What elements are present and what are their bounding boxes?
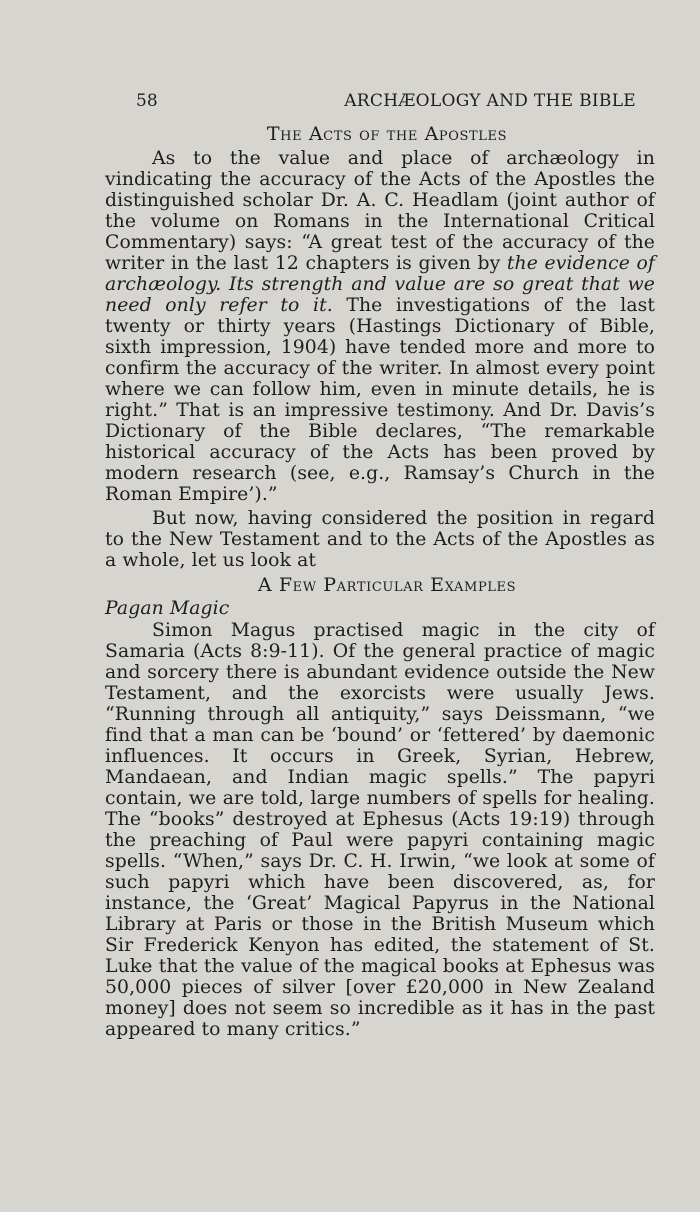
- body-text: [105, 124, 655, 1040]
- italic-quote: the evidence of archæology. Its strength and value are so great that we need only refer to it.: [105, 253, 655, 316]
- section-heading-acts: The Acts of the Apostles: [266, 123, 508, 145]
- paragraph-simon-magus: Simon Magus practised magic in the city of Samaria (Acts 8:9-11). Of the general practice of magic and sorcery there is abundant evidence outside the New Testament, and the exorcists were usually Jews. “Running through all antiquity,” says Deissmann, “we find that a man can be ‘bound’ or ‘fettered’ by daemonic influences. It occurs in Greek, Syrian, Hebrew, Mandaean, and Indian magic spells.” The papyri contain, we are told, large numbers of spells for healing. The “books” destroyed at Ephesus (Acts 19:19) through the preaching of Paul were papyri containing magic spells. “When,” says Dr. C. H. Irwin, “we look at some of such papyri which have been discovered, as, for instance, the ‘Great’ Magical Papyrus in the National Library at Paris or those in the British Museum which Sir Frederick Kenyon has edited, the statement of St. Luke that the value of the magical books at Ephesus was 50,000 pieces of silver [over £20,000 in New Zealand money] does not seem so incredible as it has in the past appeared to many critics.”: [105, 620, 655, 1040]
- paragraph-text: The investigations of the last twenty or thirty years (Hastings Dictionary of Bible, sixth impression, 1904) have tended more and more to confirm the accuracy of the writer. In almost every point where we can follow him, even in minute details, he is right.” That is an impressive testimony. And Dr. Davis’s Dictionary of the Bible declares, “The remarkable historical accuracy of the Acts has been proved by modern research (see, e.g., Ramsay’s Church in the Roman Empire’).”: [105, 295, 655, 505]
- paragraph-text: As to the value and place of archæology in vindicating the accuracy of the Acts of the Apostles the distinguished scholar Dr. A. C. Headlam (joint author of the volume on Romans in the International Critical Commentary) says: “A great test of the accuracy of the writer in the last 12 chapters is given by: [105, 148, 655, 274]
- subheading-pagan-magic: Pagan Magic: [105, 598, 230, 619]
- page-number: 58: [136, 91, 158, 111]
- section-heading-examples: A Few Particular Examples: [257, 574, 517, 596]
- running-title: ARCHÆOLOGY AND THE BIBLE: [344, 91, 636, 111]
- paragraph-headlam-quote: [105, 148, 655, 505]
- paragraph-transition: But now, having considered the position in regard to the New Testament and to the Acts of the Apostles as a whole, let us look at: [105, 508, 655, 571]
- page-header: [136, 88, 636, 114]
